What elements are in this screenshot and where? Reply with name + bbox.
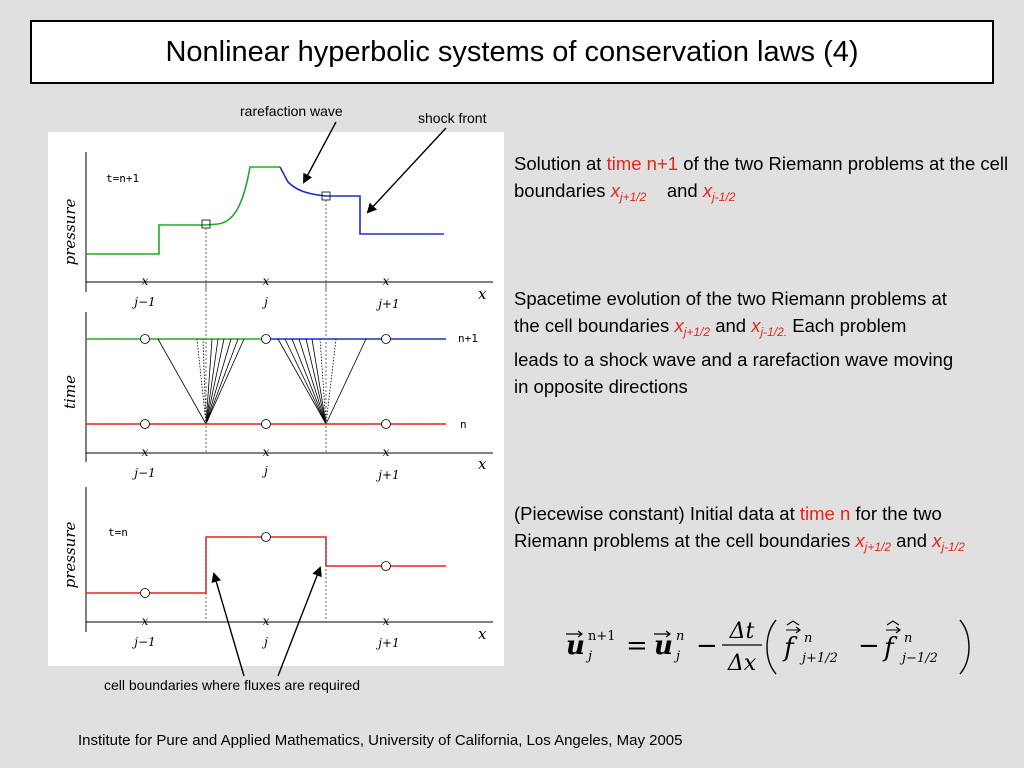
mid-tick-3: j+1 [378, 468, 400, 482]
eq-minus-2: − [858, 631, 880, 661]
para2-x1: x [674, 315, 684, 336]
arrow-shock [368, 128, 446, 212]
bot-mark-3: x [382, 614, 390, 628]
eq-minus-1: − [696, 631, 718, 661]
para3-time-highlight: time n [799, 503, 851, 524]
para3-text-a: (Piecewise constant) Initial data at [514, 503, 800, 524]
para3-x1: x [855, 530, 865, 551]
eq-f1-sub: j+1/2 [802, 651, 838, 666]
eq-f2: f [884, 633, 894, 663]
para3-sub2: j-1/2 [941, 540, 965, 554]
arrow-boundary-left [214, 574, 244, 676]
arrow-boundary-right [278, 568, 320, 676]
top-xlabel: x [478, 285, 487, 303]
slide-title: Nonlinear hyperbolic systems of conservation laws (4) [165, 35, 859, 68]
mid-mark-3: x [382, 445, 390, 459]
top-time-label: t=n+1 [106, 172, 140, 185]
para3-sub1: j+1/2 [864, 540, 892, 554]
eq-left-paren [767, 620, 776, 674]
eq-right-paren [960, 620, 969, 674]
eq-f2-sup: n [904, 631, 913, 646]
bot-ylabel: pressure [61, 521, 79, 589]
mid-tick-1: j−1 [134, 466, 156, 480]
eq-f1-sup: n [804, 631, 813, 646]
top-tick-1: j−1 [134, 295, 156, 309]
mid-mark-2: x [262, 445, 270, 459]
footer-credit: Institute for Pure and Applied Mathematics, University of California, Los Angeles, May 2005 [78, 732, 683, 749]
para2-text-c: Each problem leads to a shock wave and a rarefaction wave moving in opposite directions [514, 315, 954, 397]
top-ylabel: pressure [61, 198, 79, 266]
top-tick-3: j+1 [378, 297, 400, 311]
arrow-rarefaction [304, 122, 336, 182]
bot-mark-1: x [141, 614, 149, 628]
para1-text-a: Solution at [514, 153, 607, 174]
bot-xlabel: x [478, 625, 487, 643]
para1-sub2: j-1/2 [712, 190, 736, 204]
para1-time-highlight: time n+1 [606, 153, 679, 174]
mid-xlabel: x [478, 455, 487, 473]
eq-rhs-sub: j [676, 649, 681, 664]
para2-x2: x [751, 315, 761, 336]
eq-lhs-sub: j [588, 649, 593, 664]
top-tick-2: j [264, 295, 268, 309]
bot-time-label: t=n [108, 526, 128, 539]
mid-top-label: n+1 [458, 332, 478, 345]
top-mark-2: x [262, 274, 270, 288]
eq-numerator: Δt [729, 619, 755, 644]
bot-tick-1: j−1 [134, 635, 156, 649]
mid-ylabel: time [61, 375, 79, 409]
eq-f1: f [784, 633, 794, 663]
paragraph-time-n1 [514, 150, 1014, 211]
para1-x1: x [610, 180, 620, 201]
bot-tick-3: j+1 [378, 636, 400, 650]
para2-and: and [715, 315, 747, 336]
paragraph-initial-data [514, 500, 1009, 561]
eq-lhs-u: u [566, 631, 585, 661]
eq-lhs-sup: n+1 [588, 629, 616, 644]
para2-text-a: Spacetime evolution of the two Riemann problems at the cell boundaries [514, 288, 947, 336]
para1-and: and [666, 180, 698, 201]
mid-tick-2: j [264, 464, 268, 478]
eq-denominator: Δx [727, 651, 757, 676]
update-equation [560, 612, 980, 682]
eq-rhs-sup: n [676, 629, 685, 644]
mid-mark-1: x [141, 445, 149, 459]
eq-f1-hat [787, 621, 799, 625]
eq-f2-sub: j−1/2 [902, 651, 938, 666]
top-mark-1: x [141, 274, 149, 288]
paragraph-spacetime [514, 285, 954, 400]
eq-equals: = [626, 631, 648, 661]
para1-sub1: j+1/2 [619, 190, 647, 204]
para1-x2: x [702, 180, 713, 201]
shock-label: shock front [418, 110, 487, 126]
para2-sub1: j+1/2 [683, 325, 711, 339]
top-mark-3: x [382, 274, 390, 288]
para1-text-c: of the two Riemann problems at the cell boundaries [514, 153, 1009, 201]
eq-f2-hat [887, 621, 899, 625]
bot-tick-2: j [264, 635, 268, 649]
bot-mark-2: x [262, 614, 270, 628]
rarefaction-label: rarefaction wave [240, 103, 343, 119]
eq-rhs-u: u [654, 631, 673, 661]
boundaries-label: cell boundaries where fluxes are required [104, 677, 361, 693]
para3-and: and [896, 530, 928, 551]
para3-x2: x [932, 530, 942, 551]
para3-text-c: for the two Riemann problems at the cell boundaries [514, 503, 942, 551]
para2-sub2: j-1/2. [760, 325, 788, 339]
mid-bottom-label: n [460, 418, 467, 431]
